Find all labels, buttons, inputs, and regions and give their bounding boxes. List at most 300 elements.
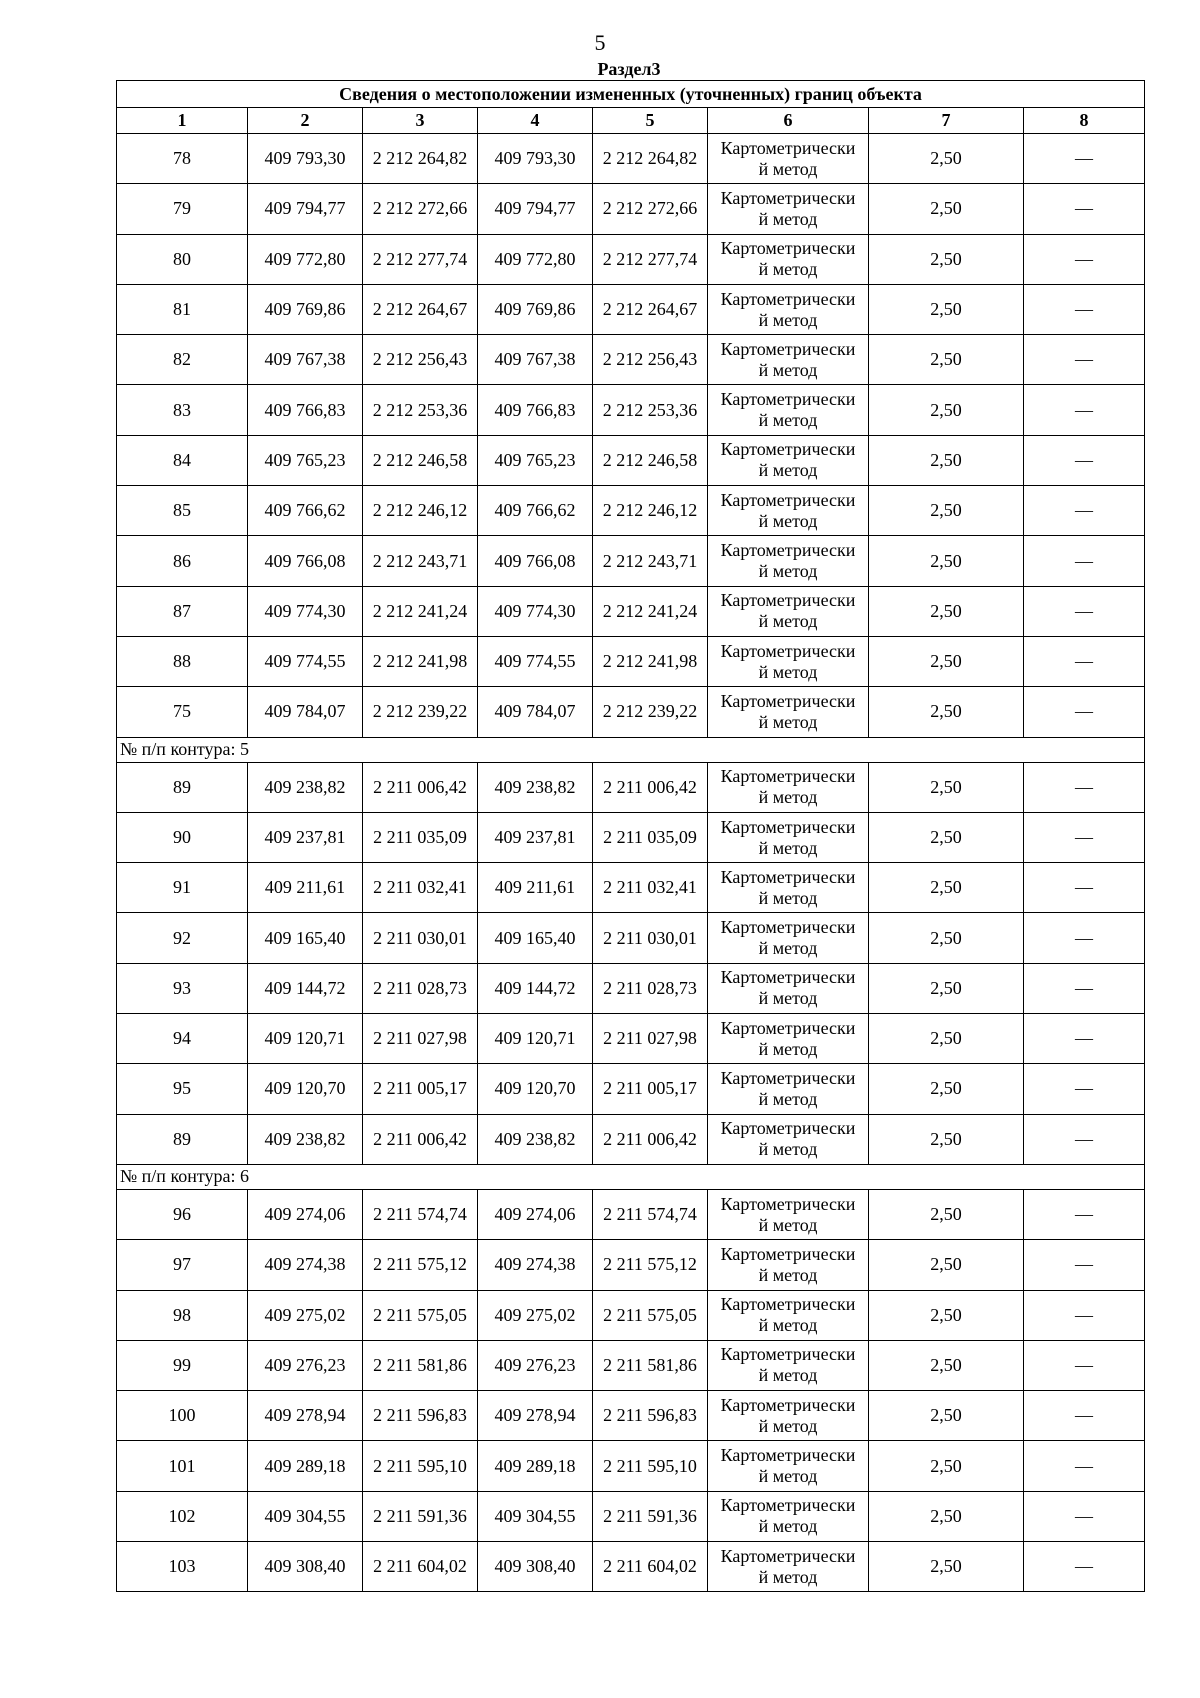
accuracy-cell: 2,50 <box>869 1340 1024 1390</box>
section-title: Раздел3 <box>597 59 661 79</box>
x-coordinate-new-cell: 409 289,18 <box>478 1441 593 1491</box>
method-line-2: й метод <box>758 1315 818 1336</box>
point-number-cell: 89 <box>117 1114 248 1164</box>
point-number-cell: 78 <box>117 134 248 184</box>
accuracy-cell: 2,50 <box>869 1064 1024 1114</box>
x-coordinate-new-cell: 409 765,23 <box>478 435 593 485</box>
x-coordinate-new-cell: 409 766,08 <box>478 536 593 586</box>
method-cell <box>708 486 869 536</box>
accuracy-cell: 2,50 <box>869 234 1024 284</box>
x-coordinate-cell: 409 238,82 <box>248 762 363 812</box>
x-coordinate-cell: 409 767,38 <box>248 335 363 385</box>
point-number-cell: 88 <box>117 636 248 686</box>
method-cell <box>708 586 869 636</box>
accuracy-cell: 2,50 <box>869 863 1024 913</box>
method-cell <box>708 636 869 686</box>
page-number: 5 <box>594 30 606 55</box>
method-line-1: Картометрически <box>720 1118 856 1139</box>
accuracy-cell: 2,50 <box>869 687 1024 737</box>
point-number-cell: 91 <box>117 863 248 913</box>
description-cell: — <box>1024 687 1145 737</box>
method-line-2: й метод <box>758 711 818 732</box>
method-cell <box>708 385 869 435</box>
point-number-cell: 95 <box>117 1064 248 1114</box>
y-coordinate-cell: 2 212 277,74 <box>363 234 478 284</box>
accuracy-cell: 2,50 <box>869 762 1024 812</box>
method-line-1: Картометрически <box>720 1344 856 1365</box>
method-cell <box>708 812 869 862</box>
method-line-2: й метод <box>758 887 818 908</box>
point-number-cell: 90 <box>117 812 248 862</box>
table-row <box>117 1491 1145 1541</box>
x-coordinate-cell: 409 276,23 <box>248 1340 363 1390</box>
y-coordinate-cell: 2 211 595,10 <box>363 1441 478 1491</box>
point-number-cell: 98 <box>117 1290 248 1340</box>
point-number-cell: 79 <box>117 184 248 234</box>
y-coordinate-cell: 2 211 575,12 <box>363 1240 478 1290</box>
x-coordinate-new-cell: 409 275,02 <box>478 1290 593 1340</box>
accuracy-cell: 2,50 <box>869 586 1024 636</box>
x-coordinate-new-cell: 409 274,06 <box>478 1189 593 1239</box>
y-coordinate-new-cell: 2 212 272,66 <box>593 184 708 234</box>
y-coordinate-cell: 2 212 264,67 <box>363 284 478 334</box>
description-cell: — <box>1024 385 1145 435</box>
x-coordinate-new-cell: 409 793,30 <box>478 134 593 184</box>
y-coordinate-new-cell: 2 211 591,36 <box>593 1491 708 1541</box>
x-coordinate-cell: 409 774,30 <box>248 586 363 636</box>
method-cell <box>708 863 869 913</box>
accuracy-cell: 2,50 <box>869 1542 1024 1592</box>
description-cell: — <box>1024 234 1145 284</box>
method-cell <box>708 1189 869 1239</box>
y-coordinate-new-cell: 2 212 256,43 <box>593 335 708 385</box>
table-row <box>117 687 1145 737</box>
accuracy-cell: 2,50 <box>869 536 1024 586</box>
table-row <box>117 1064 1145 1114</box>
method-line-1: Картометрически <box>720 1394 856 1415</box>
point-number-cell: 103 <box>117 1542 248 1592</box>
y-coordinate-cell: 2 212 256,43 <box>363 335 478 385</box>
point-number-cell: 80 <box>117 234 248 284</box>
y-coordinate-cell: 2 211 005,17 <box>363 1064 478 1114</box>
method-line-2: й метод <box>758 410 818 431</box>
y-coordinate-new-cell: 2 212 264,82 <box>593 134 708 184</box>
method-line-1: Картометрически <box>720 766 856 787</box>
method-cell <box>708 762 869 812</box>
y-coordinate-cell: 2 212 241,98 <box>363 636 478 686</box>
description-cell: — <box>1024 963 1145 1013</box>
x-coordinate-new-cell: 409 767,38 <box>478 335 593 385</box>
column-header-3: 3 <box>363 108 478 134</box>
x-coordinate-cell: 409 274,38 <box>248 1240 363 1290</box>
x-coordinate-new-cell: 409 120,71 <box>478 1014 593 1064</box>
accuracy-cell: 2,50 <box>869 486 1024 536</box>
y-coordinate-cell: 2 212 243,71 <box>363 536 478 586</box>
accuracy-cell: 2,50 <box>869 134 1024 184</box>
method-line-1: Картометрически <box>720 690 856 711</box>
x-coordinate-cell: 409 793,30 <box>248 134 363 184</box>
y-coordinate-new-cell: 2 212 239,22 <box>593 687 708 737</box>
x-coordinate-cell: 409 120,70 <box>248 1064 363 1114</box>
x-coordinate-cell: 409 766,83 <box>248 385 363 435</box>
method-line-1: Картометрически <box>720 816 856 837</box>
method-line-1: Картометрически <box>720 1495 856 1516</box>
accuracy-cell: 2,50 <box>869 1240 1024 1290</box>
point-number-cell: 86 <box>117 536 248 586</box>
y-coordinate-new-cell: 2 211 575,05 <box>593 1290 708 1340</box>
point-number-cell: 100 <box>117 1391 248 1441</box>
x-coordinate-new-cell: 409 278,94 <box>478 1391 593 1441</box>
method-cell <box>708 1340 869 1390</box>
table-row <box>117 963 1145 1013</box>
method-line-2: й метод <box>758 259 818 280</box>
y-coordinate-new-cell: 2 212 241,24 <box>593 586 708 636</box>
method-line-2: й метод <box>758 359 818 380</box>
method-line-1: Картометрически <box>720 137 856 158</box>
method-line-2: й метод <box>758 460 818 481</box>
accuracy-cell: 2,50 <box>869 636 1024 686</box>
x-coordinate-cell: 409 274,06 <box>248 1189 363 1239</box>
point-number-cell: 93 <box>117 963 248 1013</box>
x-coordinate-new-cell: 409 238,82 <box>478 762 593 812</box>
accuracy-cell: 2,50 <box>869 335 1024 385</box>
method-cell <box>708 913 869 963</box>
table-row <box>117 636 1145 686</box>
x-coordinate-new-cell: 409 304,55 <box>478 1491 593 1541</box>
x-coordinate-new-cell: 409 769,86 <box>478 284 593 334</box>
column-header-1: 1 <box>117 108 248 134</box>
x-coordinate-cell: 409 289,18 <box>248 1441 363 1491</box>
x-coordinate-cell: 409 238,82 <box>248 1114 363 1164</box>
point-number-cell: 85 <box>117 486 248 536</box>
x-coordinate-cell: 409 275,02 <box>248 1290 363 1340</box>
column-header-4: 4 <box>478 108 593 134</box>
method-line-1: Картометрически <box>720 1294 856 1315</box>
x-coordinate-new-cell: 409 211,61 <box>478 863 593 913</box>
y-coordinate-cell: 2 211 581,86 <box>363 1340 478 1390</box>
x-coordinate-new-cell: 409 144,72 <box>478 963 593 1013</box>
description-cell: — <box>1024 1491 1145 1541</box>
y-coordinate-cell: 2 211 604,02 <box>363 1542 478 1592</box>
x-coordinate-cell: 409 237,81 <box>248 812 363 862</box>
description-cell: — <box>1024 486 1145 536</box>
method-line-2: й метод <box>758 309 818 330</box>
point-number-cell: 92 <box>117 913 248 963</box>
table-row <box>117 184 1145 234</box>
method-cell <box>708 1441 869 1491</box>
point-number-cell: 75 <box>117 687 248 737</box>
column-header-6: 6 <box>708 108 869 134</box>
description-cell: — <box>1024 913 1145 963</box>
x-coordinate-new-cell: 409 784,07 <box>478 687 593 737</box>
x-coordinate-new-cell: 409 238,82 <box>478 1114 593 1164</box>
method-cell <box>708 284 869 334</box>
description-cell: — <box>1024 586 1145 636</box>
x-coordinate-new-cell: 409 120,70 <box>478 1064 593 1114</box>
point-number-cell: 94 <box>117 1014 248 1064</box>
description-cell: — <box>1024 762 1145 812</box>
y-coordinate-cell: 2 211 006,42 <box>363 1114 478 1164</box>
contour-label: № п/п контура: 6 <box>117 1164 1145 1189</box>
table-row <box>117 1240 1145 1290</box>
x-coordinate-cell: 409 766,08 <box>248 536 363 586</box>
method-line-1: Картометрически <box>720 967 856 988</box>
table-caption: Сведения о местоположении измененных (уточненных) границ объекта <box>117 81 1145 108</box>
y-coordinate-cell: 2 212 246,12 <box>363 486 478 536</box>
y-coordinate-new-cell: 2 211 030,01 <box>593 913 708 963</box>
y-coordinate-new-cell: 2 212 241,98 <box>593 636 708 686</box>
table-row <box>117 913 1145 963</box>
method-line-1: Картометрически <box>720 288 856 309</box>
method-cell <box>708 687 869 737</box>
column-header-2: 2 <box>248 108 363 134</box>
point-number-cell: 96 <box>117 1189 248 1239</box>
y-coordinate-new-cell: 2 212 277,74 <box>593 234 708 284</box>
y-coordinate-cell: 2 211 596,83 <box>363 1391 478 1441</box>
x-coordinate-cell: 409 308,40 <box>248 1542 363 1592</box>
method-cell <box>708 234 869 284</box>
description-cell: — <box>1024 1290 1145 1340</box>
method-cell <box>708 1064 869 1114</box>
contour-label: № п/п контура: 5 <box>117 737 1145 762</box>
method-line-2: й метод <box>758 938 818 959</box>
x-coordinate-cell: 409 120,71 <box>248 1014 363 1064</box>
x-coordinate-new-cell: 409 766,83 <box>478 385 593 435</box>
method-line-2: й метод <box>758 1088 818 1109</box>
description-cell: — <box>1024 1542 1145 1592</box>
method-cell <box>708 435 869 485</box>
x-coordinate-cell: 409 772,80 <box>248 234 363 284</box>
method-line-2: й метод <box>758 661 818 682</box>
x-coordinate-cell: 409 794,77 <box>248 184 363 234</box>
method-cell <box>708 1542 869 1592</box>
x-coordinate-cell: 409 769,86 <box>248 284 363 334</box>
description-cell: — <box>1024 284 1145 334</box>
table-row <box>117 1391 1145 1441</box>
coordinates-table <box>116 80 1145 1592</box>
method-cell <box>708 184 869 234</box>
x-coordinate-new-cell: 409 274,38 <box>478 1240 593 1290</box>
method-cell <box>708 335 869 385</box>
method-line-2: й метод <box>758 837 818 858</box>
method-cell <box>708 1290 869 1340</box>
method-cell <box>708 1014 869 1064</box>
table-row <box>117 762 1145 812</box>
table-row <box>117 1340 1145 1390</box>
accuracy-cell: 2,50 <box>869 1491 1024 1541</box>
y-coordinate-new-cell: 2 211 032,41 <box>593 863 708 913</box>
table-row <box>117 1542 1145 1592</box>
x-coordinate-new-cell: 409 766,62 <box>478 486 593 536</box>
description-cell: — <box>1024 435 1145 485</box>
accuracy-cell: 2,50 <box>869 1014 1024 1064</box>
y-coordinate-cell: 2 211 574,74 <box>363 1189 478 1239</box>
method-line-2: й метод <box>758 988 818 1009</box>
y-coordinate-new-cell: 2 212 246,58 <box>593 435 708 485</box>
description-cell: — <box>1024 812 1145 862</box>
x-coordinate-cell: 409 165,40 <box>248 913 363 963</box>
y-coordinate-new-cell: 2 212 246,12 <box>593 486 708 536</box>
table-body <box>117 134 1145 1592</box>
table-row <box>117 234 1145 284</box>
y-coordinate-cell: 2 212 253,36 <box>363 385 478 435</box>
method-line-2: й метод <box>758 1214 818 1235</box>
method-line-1: Картометрически <box>720 640 856 661</box>
method-line-1: Картометрически <box>720 917 856 938</box>
accuracy-cell: 2,50 <box>869 385 1024 435</box>
method-line-1: Картометрически <box>720 1545 856 1566</box>
description-cell: — <box>1024 1391 1145 1441</box>
y-coordinate-new-cell: 2 211 005,17 <box>593 1064 708 1114</box>
description-cell: — <box>1024 1340 1145 1390</box>
method-cell <box>708 536 869 586</box>
x-coordinate-cell: 409 765,23 <box>248 435 363 485</box>
y-coordinate-new-cell: 2 211 035,09 <box>593 812 708 862</box>
accuracy-cell: 2,50 <box>869 284 1024 334</box>
accuracy-cell: 2,50 <box>869 184 1024 234</box>
table-row <box>117 335 1145 385</box>
description-cell: — <box>1024 1114 1145 1164</box>
method-line-2: й метод <box>758 1516 818 1537</box>
y-coordinate-new-cell: 2 212 264,67 <box>593 284 708 334</box>
method-line-2: й метод <box>758 611 818 632</box>
x-coordinate-new-cell: 409 276,23 <box>478 1340 593 1390</box>
table-row <box>117 385 1145 435</box>
method-cell <box>708 1114 869 1164</box>
method-line-2: й метод <box>758 158 818 179</box>
column-header-row <box>117 108 1145 134</box>
method-line-1: Картометрически <box>720 439 856 460</box>
y-coordinate-cell: 2 211 575,05 <box>363 1290 478 1340</box>
accuracy-cell: 2,50 <box>869 1441 1024 1491</box>
y-coordinate-cell: 2 212 272,66 <box>363 184 478 234</box>
accuracy-cell: 2,50 <box>869 913 1024 963</box>
description-cell: — <box>1024 335 1145 385</box>
table-row <box>117 1189 1145 1239</box>
method-line-1: Картометрически <box>720 590 856 611</box>
y-coordinate-cell: 2 212 246,58 <box>363 435 478 485</box>
x-coordinate-cell: 409 784,07 <box>248 687 363 737</box>
description-cell: — <box>1024 184 1145 234</box>
point-number-cell: 84 <box>117 435 248 485</box>
accuracy-cell: 2,50 <box>869 812 1024 862</box>
y-coordinate-new-cell: 2 211 604,02 <box>593 1542 708 1592</box>
accuracy-cell: 2,50 <box>869 963 1024 1013</box>
method-line-1: Картометрически <box>720 1193 856 1214</box>
description-cell: — <box>1024 536 1145 586</box>
method-line-2: й метод <box>758 1466 818 1487</box>
method-line-1: Картометрически <box>720 489 856 510</box>
method-cell <box>708 963 869 1013</box>
method-cell <box>708 134 869 184</box>
x-coordinate-cell: 409 766,62 <box>248 486 363 536</box>
table-row <box>117 486 1145 536</box>
column-header-7: 7 <box>869 108 1024 134</box>
method-line-2: й метод <box>758 1139 818 1160</box>
method-line-1: Картометрически <box>720 866 856 887</box>
method-line-1: Картометрически <box>720 1243 856 1264</box>
y-coordinate-new-cell: 2 211 574,74 <box>593 1189 708 1239</box>
description-cell: — <box>1024 1014 1145 1064</box>
y-coordinate-cell: 2 211 035,09 <box>363 812 478 862</box>
method-line-1: Картометрически <box>720 540 856 561</box>
description-cell: — <box>1024 1240 1145 1290</box>
method-line-1: Картометрически <box>720 1445 856 1466</box>
method-cell <box>708 1240 869 1290</box>
method-cell <box>708 1391 869 1441</box>
x-coordinate-cell: 409 144,72 <box>248 963 363 1013</box>
method-line-1: Картометрически <box>720 1067 856 1088</box>
table-row <box>117 1441 1145 1491</box>
accuracy-cell: 2,50 <box>869 1391 1024 1441</box>
accuracy-cell: 2,50 <box>869 1290 1024 1340</box>
description-cell: — <box>1024 134 1145 184</box>
table-row <box>117 863 1145 913</box>
contour-header-row <box>117 737 1145 762</box>
y-coordinate-cell: 2 211 028,73 <box>363 963 478 1013</box>
accuracy-cell: 2,50 <box>869 1189 1024 1239</box>
y-coordinate-new-cell: 2 211 595,10 <box>593 1441 708 1491</box>
y-coordinate-cell: 2 212 239,22 <box>363 687 478 737</box>
x-coordinate-cell: 409 211,61 <box>248 863 363 913</box>
y-coordinate-cell: 2 211 006,42 <box>363 762 478 812</box>
method-line-2: й метод <box>758 510 818 531</box>
y-coordinate-new-cell: 2 211 027,98 <box>593 1014 708 1064</box>
x-coordinate-new-cell: 409 308,40 <box>478 1542 593 1592</box>
description-cell: — <box>1024 1064 1145 1114</box>
point-number-cell: 81 <box>117 284 248 334</box>
table-row <box>117 812 1145 862</box>
table-row <box>117 536 1145 586</box>
x-coordinate-new-cell: 409 774,55 <box>478 636 593 686</box>
y-coordinate-new-cell: 2 212 243,71 <box>593 536 708 586</box>
x-coordinate-new-cell: 409 772,80 <box>478 234 593 284</box>
y-coordinate-cell: 2 211 032,41 <box>363 863 478 913</box>
method-line-2: й метод <box>758 1566 818 1587</box>
point-number-cell: 83 <box>117 385 248 435</box>
point-number-cell: 82 <box>117 335 248 385</box>
point-number-cell: 101 <box>117 1441 248 1491</box>
table-row <box>117 134 1145 184</box>
method-line-1: Картометрически <box>720 1017 856 1038</box>
y-coordinate-cell: 2 211 591,36 <box>363 1491 478 1541</box>
column-header-8: 8 <box>1024 108 1145 134</box>
description-cell: — <box>1024 863 1145 913</box>
y-coordinate-new-cell: 2 211 575,12 <box>593 1240 708 1290</box>
y-coordinate-cell: 2 211 030,01 <box>363 913 478 963</box>
x-coordinate-new-cell: 409 774,30 <box>478 586 593 636</box>
y-coordinate-new-cell: 2 211 581,86 <box>593 1340 708 1390</box>
point-number-cell: 89 <box>117 762 248 812</box>
table-row <box>117 586 1145 636</box>
point-number-cell: 102 <box>117 1491 248 1541</box>
method-line-2: й метод <box>758 1038 818 1059</box>
accuracy-cell: 2,50 <box>869 1114 1024 1164</box>
method-cell <box>708 1491 869 1541</box>
x-coordinate-cell: 409 278,94 <box>248 1391 363 1441</box>
point-number-cell: 97 <box>117 1240 248 1290</box>
y-coordinate-cell: 2 212 241,24 <box>363 586 478 636</box>
method-line-1: Картометрически <box>720 389 856 410</box>
y-coordinate-new-cell: 2 212 253,36 <box>593 385 708 435</box>
description-cell: — <box>1024 1441 1145 1491</box>
y-coordinate-new-cell: 2 211 006,42 <box>593 762 708 812</box>
table-row <box>117 435 1145 485</box>
y-coordinate-new-cell: 2 211 028,73 <box>593 963 708 1013</box>
y-coordinate-new-cell: 2 211 596,83 <box>593 1391 708 1441</box>
x-coordinate-new-cell: 409 794,77 <box>478 184 593 234</box>
method-line-2: й метод <box>758 1415 818 1436</box>
